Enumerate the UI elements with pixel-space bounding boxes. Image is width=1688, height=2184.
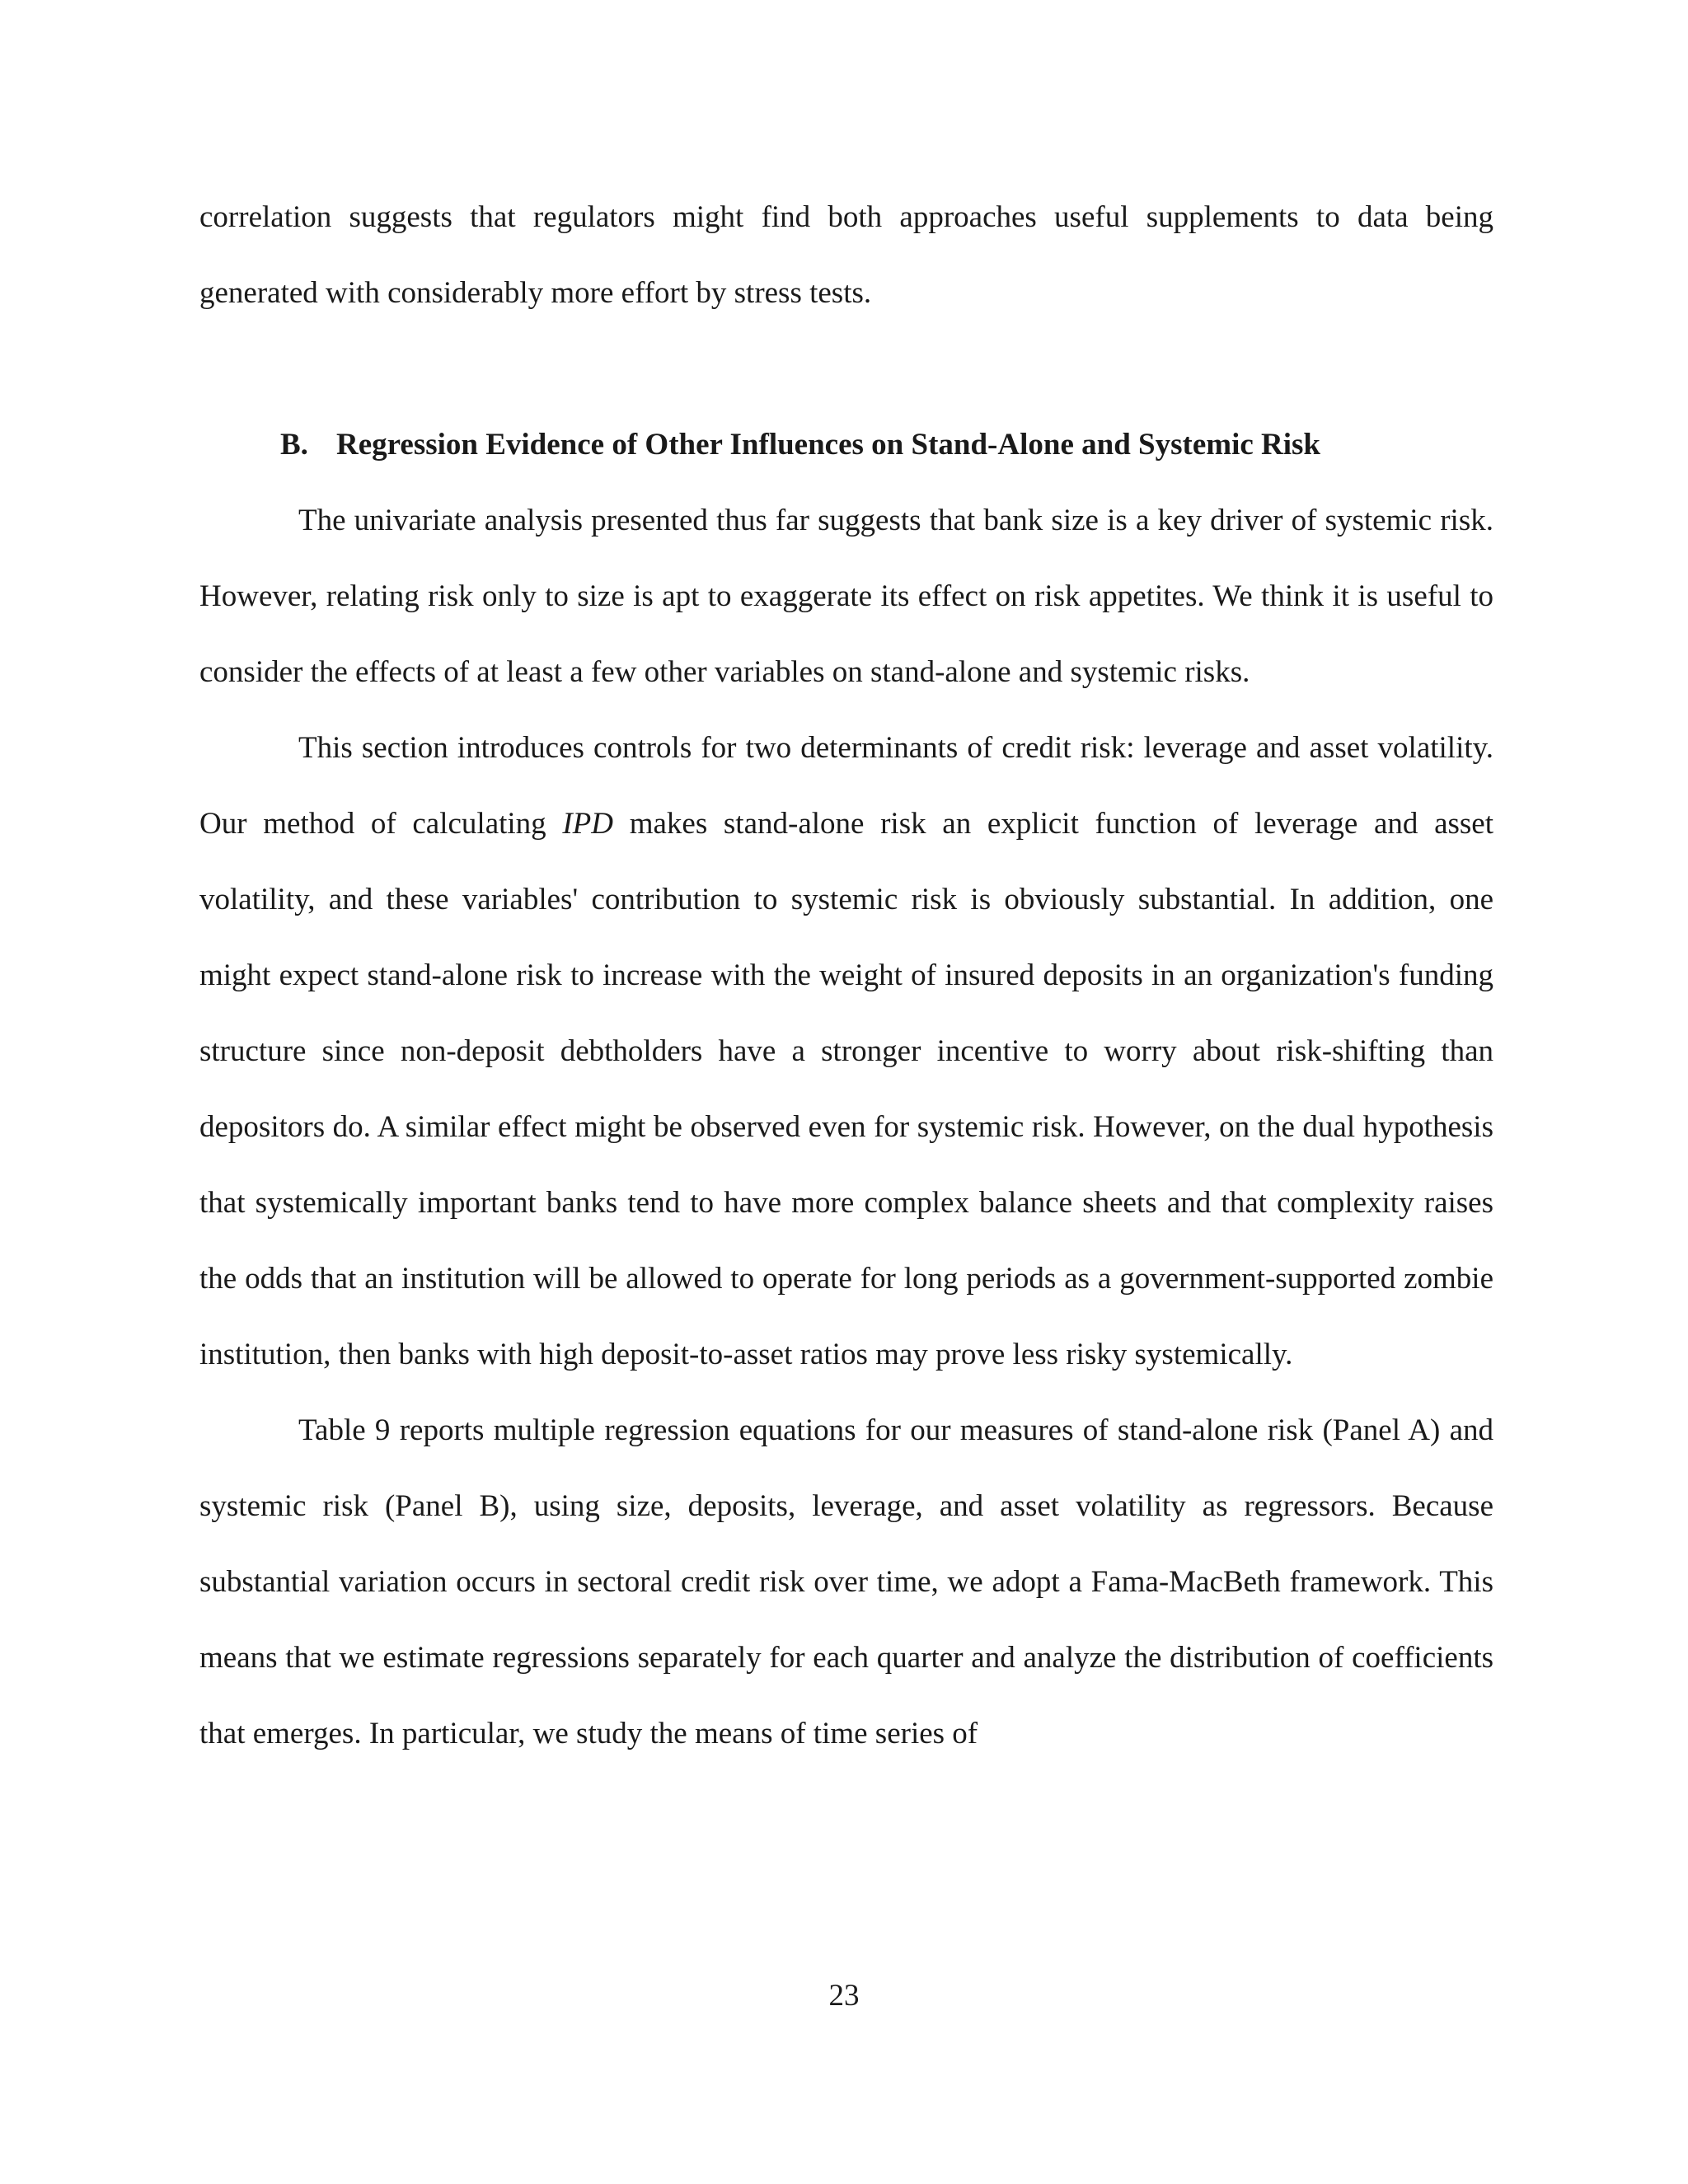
section-body [199, 483, 1493, 1772]
page-number: 23 [828, 1979, 860, 2013]
section-title: Regression Evidence of Other Influences on Stand-Alone and Systemic Risk [336, 428, 1321, 462]
section-heading [280, 407, 1517, 483]
ipd-term: IPD [562, 807, 614, 841]
paragraph-controls [199, 710, 1493, 1393]
paragraph-table-9: Table 9 reports multiple regression equations for our measures of stand-alone risk (Panel A) and systemic risk (Panel B), using size, deposits, leverage, and asset volatility as regressors. Because substantial variation occurs in sectoral credit risk over time, we adopt a Fama-MacBeth framework. This means that we estimate regressions separately for each quarter and analyze the distribution of coefficients that emerges. In particular, we study the means of time series of [199, 1413, 1493, 1750]
continuation-paragraph: correlation suggests that regulators might find both approaches useful supplements to data being generated with considerably more effort by stress tests. [199, 200, 1493, 310]
paragraph-controls-text-1: This section introduces controls for two determinants of credit risk: leverage and asset volatility. Our method of calculating [199, 731, 1493, 841]
section-letter: B. [280, 428, 308, 462]
paragraph-univariate: The univariate analysis presented thus far suggests that bank size is a key driver of systemic risk. However, relating risk only to size is apt to exaggerate its effect on risk appetites. We think it is useful to consider the effects of at least a few other variables on stand-alone and systemic risks. [199, 504, 1493, 689]
paragraph-controls-text-2: makes stand-alone risk an explicit function of leverage and asset volatility, and these variables' contribution to systemic risk is obviously substantial. In addition, one might expect stand-alone risk to increase with the weight of insured deposits in an organization's funding structure since non-deposit debtholders have a stronger incentive to worry about risk-shifting than depositors do. A similar effect might be observed even for systemic risk. However, on the dual hypothesis that systemically important banks tend to have more complex balance sheets and that complexity raises the odds that an institution will be allowed to operate for long periods as a government-supported zombie institution, then banks with high deposit-to-asset ratios may prove less risky systemically. [199, 807, 1493, 1371]
